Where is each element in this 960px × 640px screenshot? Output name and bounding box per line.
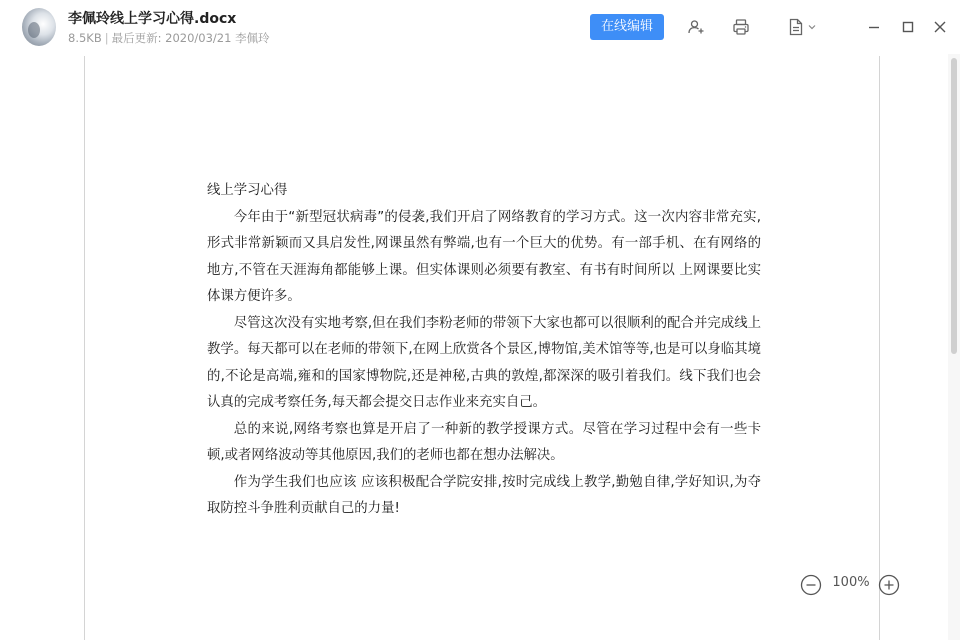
vertical-scrollbar[interactable]: [948, 54, 960, 640]
zoom-in-icon[interactable]: [878, 574, 900, 596]
meta-separator: |: [104, 31, 109, 45]
document-paragraph: 总的来说,网络考察也算是开启了一种新的教学授课方式。尽管在学习过程中会有一些卡顿,或者网络波动等其他原因,我们的老师也都在想办法解决。: [207, 421, 761, 463]
print-icon[interactable]: [731, 17, 751, 37]
avatar[interactable]: [22, 8, 56, 46]
file-name: 李佩玲线上学习心得.docx: [68, 11, 237, 27]
maximize-icon[interactable]: [898, 17, 918, 37]
add-person-icon[interactable]: [686, 17, 706, 37]
chevron-down-icon[interactable]: [806, 17, 818, 37]
zoom-level: 100%: [832, 575, 870, 590]
document-workspace[interactable]: [0, 54, 948, 640]
document-menu-icon[interactable]: [786, 17, 806, 37]
last-updated-by: 李佩玲: [235, 31, 270, 45]
document-paragraph: 今年由于“新型冠状病毒”的侵袭,我们开启了网络教育的学习方式。这一次内容非常充实,形式非常新颖而又具启发性,网课虽然有弊端,也有一个巨大的优势。有一部手机、在有网络的地方,不管在天涯海角都能够上课。但实体课则必须要有教室、有书有时间所以 上网课要比实体课方便许多。: [207, 209, 761, 304]
close-icon[interactable]: [930, 17, 950, 37]
file-meta: [68, 30, 270, 46]
edit-online-button[interactable]: 在线编辑: [590, 14, 664, 40]
scrollbar-thumb[interactable]: [951, 58, 957, 354]
file-size: 8.5KB: [68, 31, 102, 45]
document-body: [207, 178, 761, 523]
last-updated-label: 最后更新:: [111, 31, 162, 45]
document-paragraph: 作为学生我们也应该 应该积极配合学院安排,按时完成线上教学,勤勉自律,学好知识,为夺取防控斗争胜利贡献自己的力量!: [207, 474, 761, 516]
last-updated-date: 2020/03/21: [165, 31, 232, 45]
avatar-shading: [28, 22, 40, 38]
minimize-icon[interactable]: [864, 17, 884, 37]
title-bar: [0, 0, 960, 54]
document-title: 线上学习心得: [207, 183, 288, 198]
zoom-controls: [798, 572, 904, 598]
document-page[interactable]: [84, 56, 880, 640]
zoom-out-icon[interactable]: [800, 574, 822, 596]
document-paragraph: 尽管这次没有实地考察,但在我们李粉老师的带领下大家也都可以很顺利的配合并完成线上教学。每天都可以在老师的带领下,在网上欣赏各个景区,博物馆,美术馆等等,也是可以身临其境的,不论是高端,雍和的国家博物院,还是神秘,古典的敦煌,都深深的吸引着我们。线下我们也会认真的完成考察任务,每天都会提交日志作业来充实自己。: [207, 315, 761, 410]
